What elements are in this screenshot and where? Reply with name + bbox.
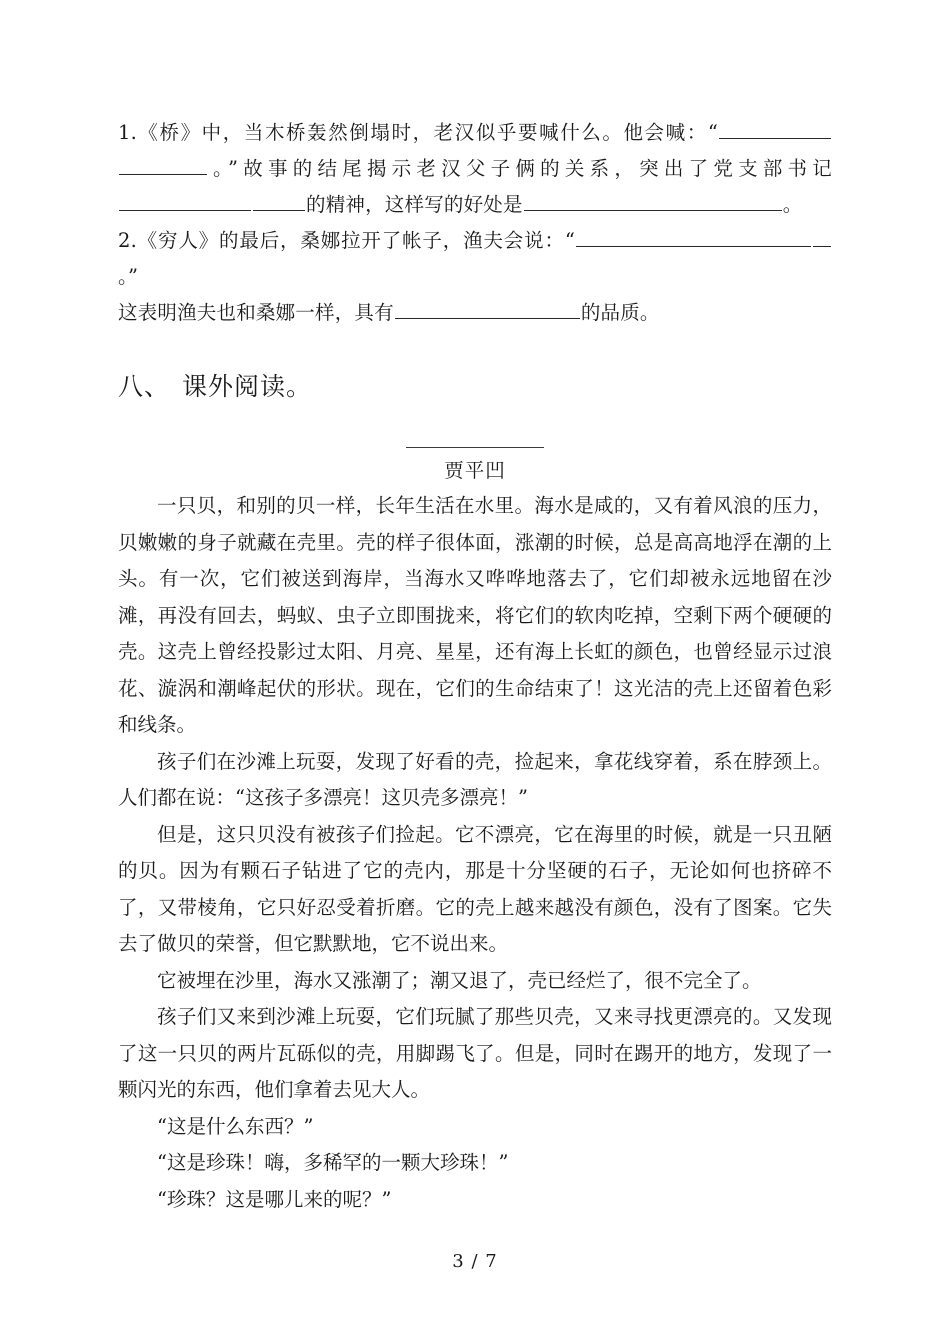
passage-title-blank[interactable] [406, 433, 544, 448]
page-content [118, 115, 832, 1218]
fill-in-questions [118, 115, 832, 331]
question-item-2 [118, 223, 832, 295]
answer-blank-2c[interactable] [395, 301, 580, 319]
passage-paragraph-7: “这是珍珠！嗨，多稀罕的一颗大珍珠！” [157, 1151, 509, 1174]
question-1-text-part3: 的精神，这样写的好处是 [306, 193, 523, 216]
page-number-footer: 3 / 7 [452, 1251, 498, 1272]
answer-blank-1e[interactable] [524, 193, 782, 211]
section-number: 八、 [118, 372, 171, 401]
answer-blank-1d[interactable] [253, 193, 305, 211]
passage-paragraph-6: “这是什么东西？” [157, 1114, 314, 1138]
reading-passage [118, 433, 832, 1218]
question-1-text-part2: 。”故事的结尾揭示老汉父子俩的关系，突出了党支部书记 [208, 157, 832, 180]
section-heading-reading [118, 367, 832, 407]
question-2-number: 2. [118, 229, 138, 252]
answer-blank-1c[interactable] [119, 193, 251, 211]
passage-title-blank-wrap [118, 433, 832, 452]
passage-paragraph-8: “珍珠？这是哪儿来的呢？” [157, 1187, 392, 1211]
question-1-text-part1: 《桥》中，当木桥轰然倒塌时，老汉似乎要喊什么。他会喊：“ [137, 121, 718, 144]
section-title: 课外阅读。 [182, 372, 313, 401]
question-2-followup-after: 的品质。 [580, 301, 660, 324]
question-1-number: 1. [118, 121, 138, 144]
answer-blank-1b[interactable] [119, 157, 207, 175]
answer-blank-2a[interactable] [576, 229, 811, 247]
passage-paragraph-1: 一只贝，和别的贝一样，长年生活在水里。海水是咸的，又有着风浪的压力，贝嫩嫩的身子就藏在壳里。壳的样子很体面，涨潮的时候，总是高高地浮在潮的上头。有一次，它们被送到海岸，当海水又哗哗地落去了，它们却被永远地留在沙滩，再没有回去，蚂蚁、虫子立即围拢来，将它们的软肉吃掉，空剩下两个硬硬的壳。这壳上曾经投影过太阳、月亮、星星，还有海上长虹的颜色，也曾经显示过浪花、漩涡和潮峰起伏的形状。现在，它们的生命结束了！这光洁的壳上还留着色彩和线条。 [118, 494, 832, 736]
question-item-1 [118, 115, 832, 223]
question-2-text-part2: 。” [118, 265, 139, 288]
answer-blank-1a[interactable] [719, 121, 831, 139]
answer-blank-2b[interactable] [813, 229, 831, 247]
passage-paragraph-4: 它被埋在沙里，海水又涨潮了；潮又退了，壳已经烂了，很不完全了。 [157, 968, 762, 992]
question-2-followup [118, 295, 832, 331]
question-2-text-part1: 《穷人》的最后，桑娜拉开了帐子，渔夫会说：“ [137, 229, 575, 252]
passage-paragraph-5: 孩子们又来到沙滩上玩耍，它们玩腻了那些贝壳，又来寻找更漂亮的。又发现了这一只贝的两片瓦砾似的壳，用脚踢飞了。但是，同时在踢开的地方，发现了一颗闪光的东西，他们拿着去见大人。 [118, 1005, 832, 1101]
question-2-followup-before: 这表明渔夫也和桑娜一样，具有 [118, 301, 394, 324]
passage-author: 贾平凹 [444, 459, 506, 482]
passage-paragraph-2: 孩子们在沙滩上玩耍，发现了好看的壳，捡起来，拿花线穿着，系在脖颈上。人们都在说：“这孩子多漂亮！这贝壳多漂亮！” [118, 749, 832, 809]
question-1-text-part4: 。 [782, 193, 803, 216]
passage-paragraph-3: 但是，这只贝没有被孩子们捡起。它不漂亮，它在海里的时候，就是一只丑陋的贝。因为有颗石子钻进了它的壳内，那是十分坚硬的石子，无论如何也挤碎不了，又带棱角，它只好忍受着折磨。它的壳上越来越没有颜色，没有了图案。它失去了做贝的荣誉，但它默默地，它不说出来。 [118, 822, 832, 955]
